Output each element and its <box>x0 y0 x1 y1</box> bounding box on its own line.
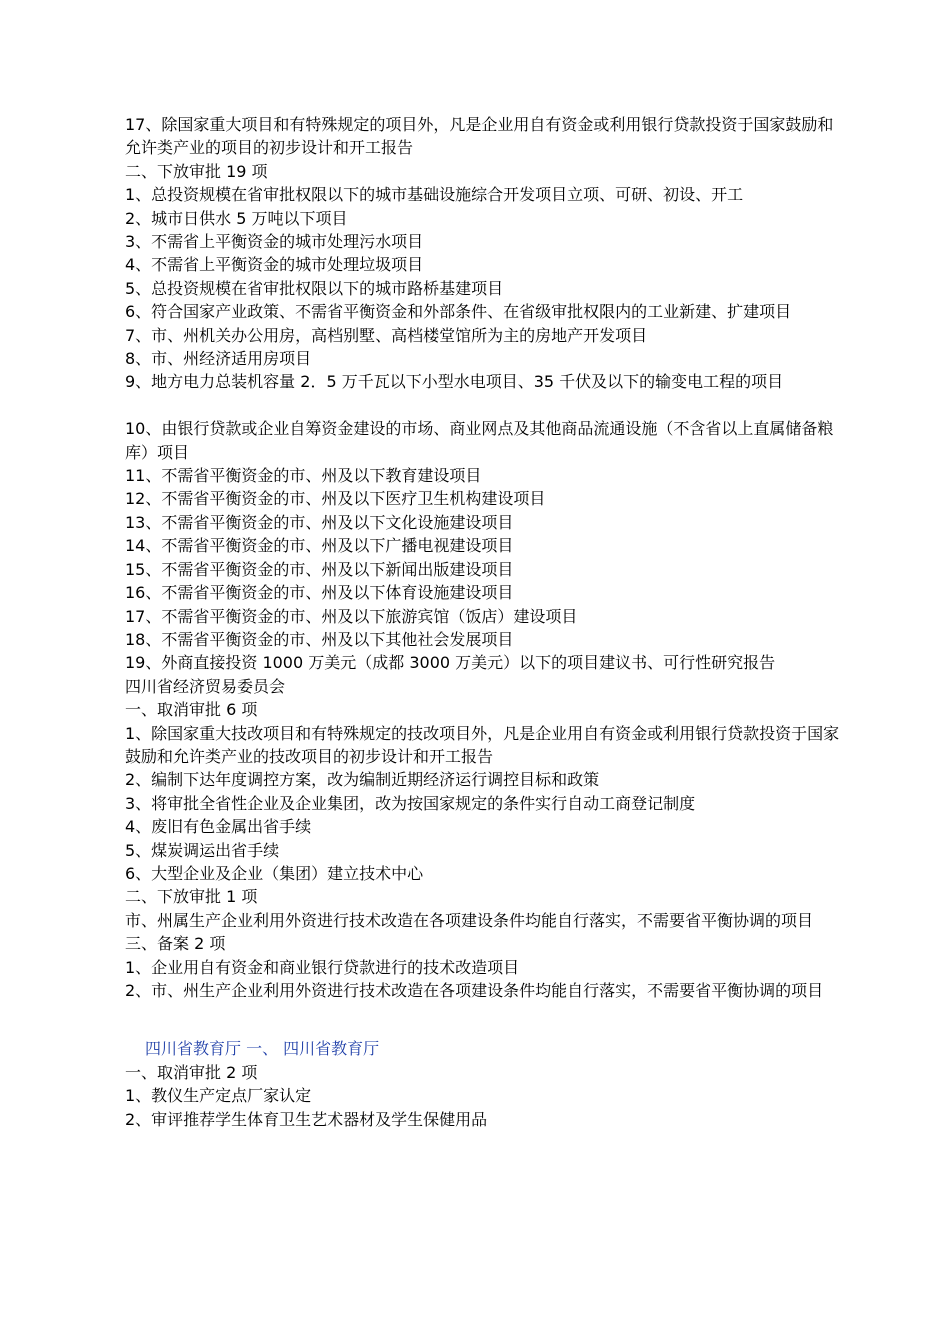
spacer <box>125 1002 840 1037</box>
section-development-reform <box>125 113 840 394</box>
text-line: 一、取消审批 2 项 <box>125 1062 258 1082</box>
text-line: 6、符合国家产业政策、不需省平衡资金和外部条件、在省级审批权限内的工业新建、扩建项目 <box>125 302 792 322</box>
text-line: 二、下放审批 19 项 <box>125 161 268 181</box>
text-line: 1、企业用自有资金和商业银行贷款进行的技术改造项目 <box>125 957 520 977</box>
text-line: 19、外商直接投资 1000 万美元（成都 3000 万美元）以下的项目建议书、可行性研究报告 <box>125 653 776 673</box>
text-line: 1、总投资规模在省审批权限以下的城市基础设施综合开发项目立项、可研、初设、开工 <box>125 185 744 205</box>
text-line: 四川省经济贸易委员会 <box>125 676 286 696</box>
text-line: 2、市、州生产企业利用外资进行技术改造在各项建设条件均能自行落实，不需要省平衡协调的项目 <box>125 981 824 1001</box>
text-line: 4、废旧有色金属出省手续 <box>125 817 312 837</box>
text-line: 3、不需省上平衡资金的城市处理污水项目 <box>125 232 424 252</box>
section-heading-education: 四川省教育厅 一、 四川省教育厅 <box>145 1039 380 1059</box>
text-line: 12、不需省平衡资金的市、州及以下医疗卫生机构建设项目 <box>125 489 546 509</box>
text-line: 17、不需省平衡资金的市、州及以下旅游宾馆（饭店）建设项目 <box>125 606 578 626</box>
section-economic-trade <box>125 417 840 1002</box>
text-line: 9、地方电力总装机容量 2．5 万千瓦以下小型水电项目、35 千伏及以下的输变电工程的项目 <box>125 372 784 392</box>
text-line: 二、下放审批 1 项 <box>125 887 258 907</box>
text-line: 14、不需省平衡资金的市、州及以下广播电视建设项目 <box>125 536 514 556</box>
spacer <box>125 394 840 417</box>
section-education <box>125 1061 840 1131</box>
text-line: 4、不需省上平衡资金的城市处理垃圾项目 <box>125 255 424 275</box>
text-line: 1、除国家重大技改项目和有特殊规定的技改项目外，凡是企业用自有资金或利用银行贷款投资于国家鼓励和允许类产业的技改项目的初步设计和开工报告 <box>125 723 840 766</box>
text-line: 2、城市日供水 5 万吨以下项目 <box>125 208 348 228</box>
text-line: 10、由银行贷款或企业自筹资金建设的市场、商业网点及其他商品流通设施（不含省以上直属储备粮库）项目 <box>125 419 834 462</box>
text-line: 三、备案 2 项 <box>125 934 226 954</box>
text-line: 2、审评推荐学生体育卫生艺术器材及学生保健用品 <box>125 1109 488 1129</box>
text-line: 11、不需省平衡资金的市、州及以下教育建设项目 <box>125 466 482 486</box>
text-line: 7、市、州机关办公用房，高档别墅、高档楼堂馆所为主的房地产开发项目 <box>125 325 648 345</box>
text-line: 16、不需省平衡资金的市、州及以下体育设施建设项目 <box>125 583 514 603</box>
text-line: 5、煤炭调运出省手续 <box>125 840 280 860</box>
text-line: 1、教仪生产定点厂家认定 <box>125 1086 312 1106</box>
text-line: 6、大型企业及企业（集团）建立技术中心 <box>125 863 424 883</box>
text-line: 15、不需省平衡资金的市、州及以下新闻出版建设项目 <box>125 559 514 579</box>
text-line: 2、编制下达年度调控方案，改为编制近期经济运行调控目标和政策 <box>125 770 600 790</box>
text-line: 13、不需省平衡资金的市、州及以下文化设施建设项目 <box>125 512 514 532</box>
document-body <box>125 113 840 1131</box>
text-line: 市、州属生产企业利用外资进行技术改造在各项建设条件均能自行落实，不需要省平衡协调的项目 <box>125 910 814 930</box>
text-line: 8、市、州经济适用房项目 <box>125 349 312 369</box>
text-line: 18、不需省平衡资金的市、州及以下其他社会发展项目 <box>125 629 514 649</box>
text-line: 3、将审批全省性企业及企业集团，改为按国家规定的条件实行自动工商登记制度 <box>125 793 696 813</box>
text-line: 5、总投资规模在省审批权限以下的城市路桥基建项目 <box>125 278 504 298</box>
text-line: 一、取消审批 6 项 <box>125 700 258 720</box>
text-line: 17、除国家重大项目和有特殊规定的项目外，凡是企业用自有资金或利用银行贷款投资于国家鼓励和允许类产业的项目的初步设计和开工报告 <box>125 115 834 158</box>
